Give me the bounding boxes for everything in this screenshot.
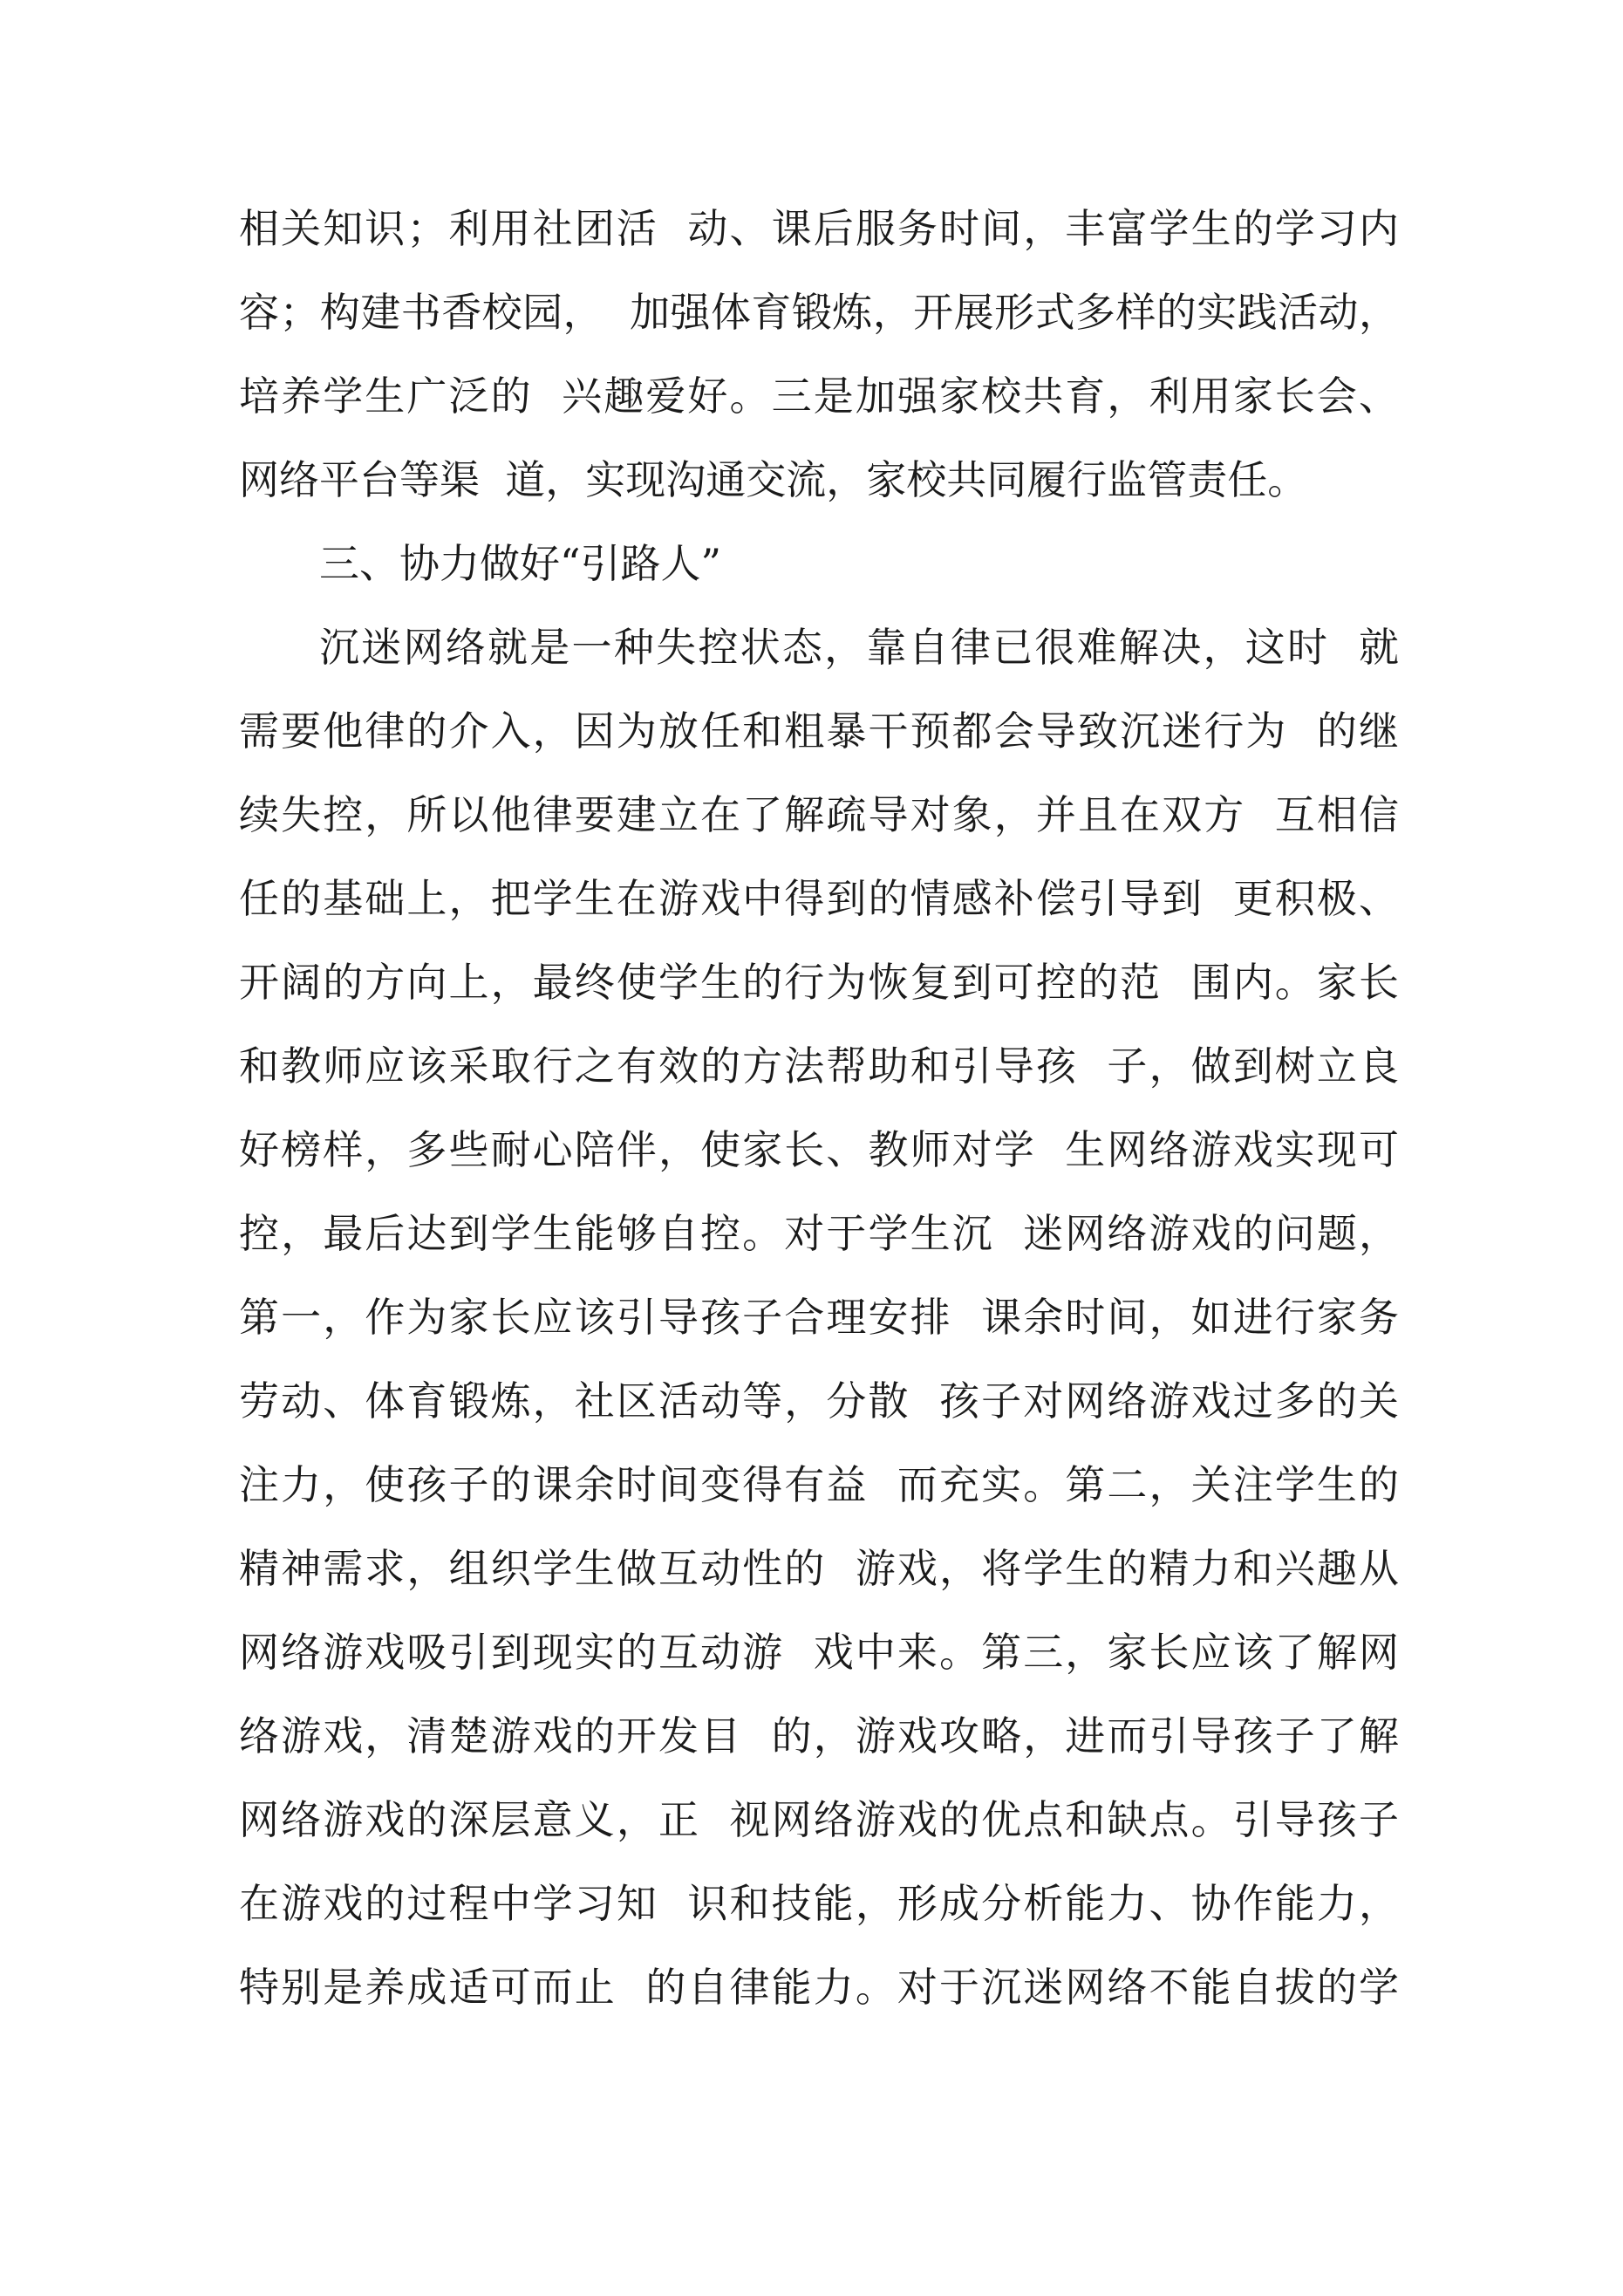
paragraph-line: 在游戏的过程中学习知 识和技能，形成分析能力、协作能力，: [239, 1880, 1399, 1927]
paragraph-line: 网络游戏的深层意义，正 视网络游戏的优点和缺点。引导孩子: [239, 1796, 1399, 1843]
paragraph-line: 网络游戏吸引到现实的互动游 戏中来。第三，家长应该了解网: [239, 1629, 1399, 1676]
paragraph-line: 相关知识；利用社团活 动、课后服务时间，丰富学生的学习内: [239, 205, 1399, 252]
paragraph-line: 好榜样，多些耐心陪伴，使家长、教师对学 生网络游戏实现可: [239, 1126, 1399, 1173]
paragraph-line: 特别是养成适可而止 的自律能力。对于沉迷网络不能自拔的学: [239, 1964, 1399, 2011]
paragraph-line: 络游戏，清楚游戏的开发目 的，游戏攻略，进而引导孩子了解: [239, 1712, 1399, 1760]
paragraph-line: 培养学生广泛的 兴趣爱好。三是加强家校共育，利用家长会、: [239, 372, 1399, 420]
section-heading: 三、协力做好“引路人”: [319, 540, 722, 587]
paragraph-line: 第一，作为家长应该引导孩子合理安排 课余时间，如进行家务: [239, 1294, 1399, 1341]
paragraph-line: 和教师应该采取行之有效的方法帮助和引导孩 子，做到树立良: [239, 1042, 1399, 1090]
paragraph-line: 网络平台等渠 道，实现沟通交流，家校共同履行监管责任。: [239, 456, 1308, 503]
paragraph-line: 容；构建书香校园， 加强体育锻炼，开展形式多样的实践活动，: [239, 289, 1399, 336]
paragraph-line: 任的基础上，把学生在游戏中得到的情感补偿引导到 更积极、: [239, 875, 1399, 922]
paragraph-line: 注力，使孩子的课余时间变得有益 而充实。第二，关注学生的: [239, 1461, 1399, 1508]
paragraph-line: 精神需求，组织学生做互动性的 游戏，将学生的精力和兴趣从: [239, 1545, 1399, 1592]
paragraph-line: 续失控，所以他律要建立在了解疏导对象，并且在双方 互相信: [239, 791, 1399, 838]
paragraph-line: 控，最后达到学生能够自控。对于学生沉 迷网络游戏的问题，: [239, 1210, 1399, 1257]
paragraph-line: 劳动、体育锻炼，社区活动等，分散 孩子对网络游戏过多的关: [239, 1377, 1399, 1425]
paragraph-line: 沉迷网络就是一种失控状态，靠自律已很难解决，这时 就: [319, 624, 1399, 671]
paragraph-line: 需要他律的介入，因为放任和粗暴干预都会导致沉迷行为 的继: [239, 707, 1399, 755]
paragraph-line: 开阔的方向上，最终使学生的行为恢复到可控的范 围内。家长: [239, 959, 1399, 1006]
